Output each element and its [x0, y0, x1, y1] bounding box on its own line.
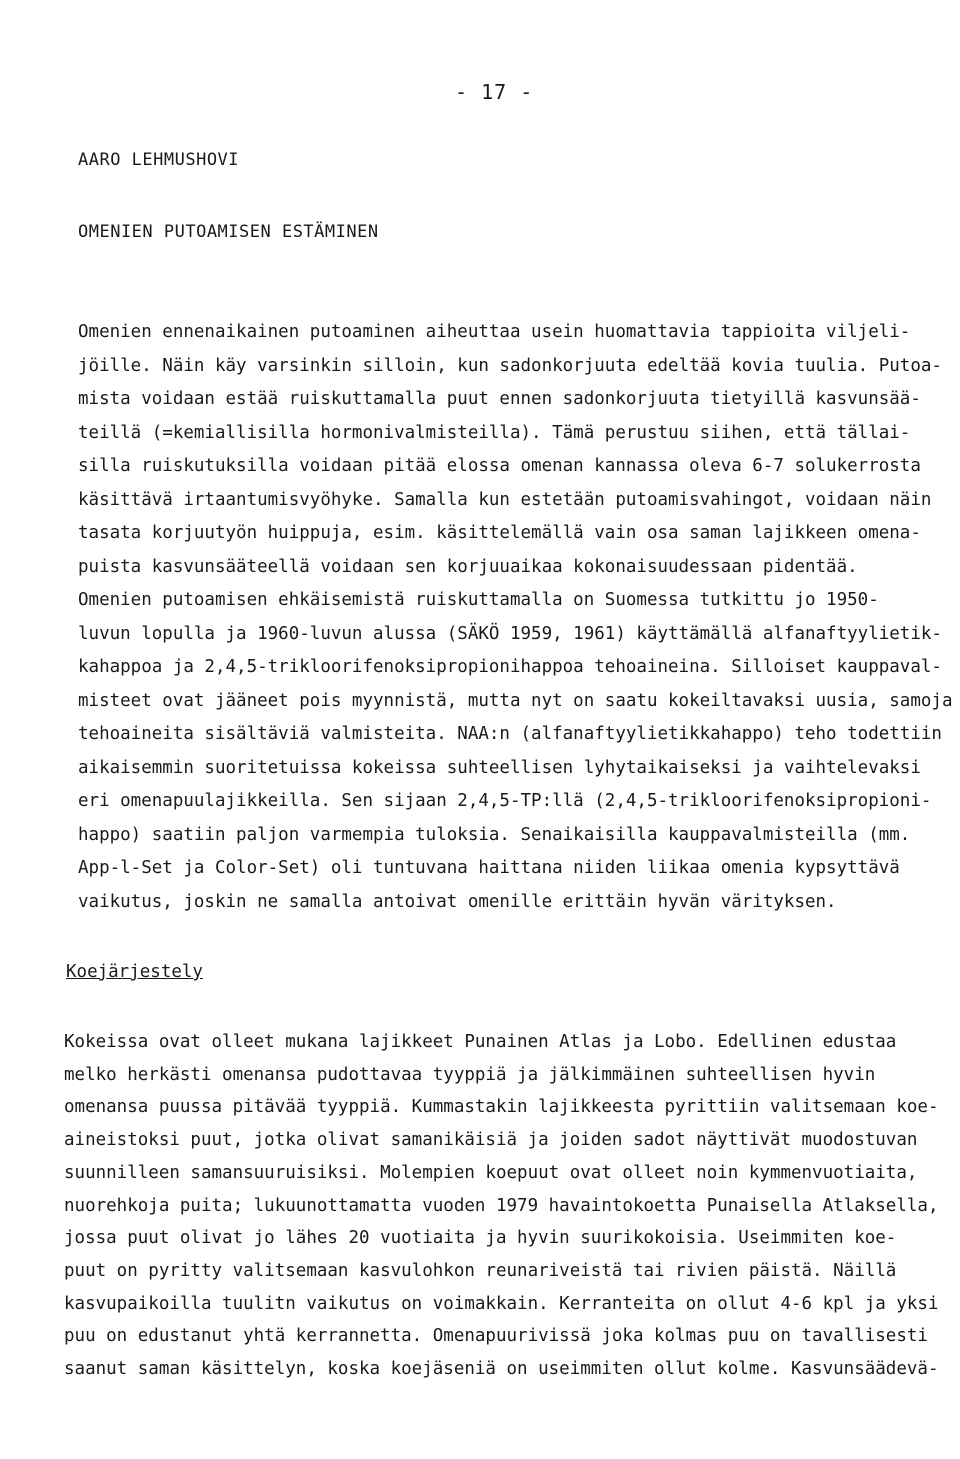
text-line: silla ruiskutuksilla voidaan pitää elossa omenan kannassa oleva 6-7 solukerrosta [78, 456, 921, 476]
section-paragraph [64, 1026, 939, 1386]
article-title: OMENIEN PUTOAMISEN ESTÄMINEN [78, 222, 379, 242]
text-line: misteet ovat jääneet pois myynnistä, mutta nyt on saatu kokeiltavaksi uusia, samoja [78, 690, 953, 711]
text-line: puu on edustanut yhtä kerrannetta. Omenapuurivissä joka kolmas puu on tavallisesti [64, 1326, 928, 1347]
text-line: teillä (=kemiallisilla hormonivalmisteilla). Tämä perustuu siihen, että tällai- [78, 422, 911, 443]
text-line: jossa puut olivat jo lähes 20 vuotiaita ja hyvin suurikokoisia. Useimmiten koe- [64, 1228, 897, 1249]
text-line: kasvupaikoilla tuulitn vaikutus on voimakkain. Kerranteita on ollut 4-6 kpl ja yksi [64, 1293, 939, 1314]
text-line: käsittävä irtaantumisvyöhyke. Samalla kun estetään putoamisvahingot, voidaan näin [78, 489, 932, 510]
text-line: nuorehkoja puita; lukuunottamatta vuoden 1979 havaintokoetta Punaisella Atlaksella, [64, 1195, 939, 1216]
text-line: suunnilleen samansuuruisiksi. Molempien koepuut ovat olleet noin kymmenvuotiaita, [64, 1162, 918, 1183]
text-line: tehoaineita sisältäviä valmisteita. NAA:n (alfanaftyylietikkahappo) teho todettiin [78, 724, 942, 744]
text-line: aineistoksi puut, jotka olivat samanikäisiä ja joiden sadot näyttivät muodostuvan [64, 1130, 918, 1151]
section-heading: Koejärjestely [66, 962, 203, 982]
text-line: tasata korjuutyön huippuja, esim. käsittelemällä vain osa saman lajikkeen omena- [78, 523, 921, 543]
text-line: happo) saatiin paljon varmempia tuloksia. Senaikaisilla kauppavalmisteilla (mm. [78, 824, 911, 845]
text-line: Omenien putoamisen ehkäisemistä ruiskuttamalla on Suomessa tutkittu jo 1950- [78, 590, 879, 610]
text-line: omenansa puussa pitävää tyyppiä. Kummastakin lajikkeesta pyrittiin valitsemaan koe- [64, 1097, 939, 1118]
text-line: kahappoa ja 2,4,5-trikloorifenoksipropionihappoa tehoaineina. Silloiset kauppaval- [78, 657, 942, 677]
text-line: saanut saman käsittelyn, koska koejäseniä on useimmiten ollut kolme. Kasvunsäädevä- [64, 1359, 939, 1380]
text-line: aikaisemmin suoritetuissa kokeissa suhteellisen lyhytaikaiseksi ja vaihtelevaksi [78, 757, 921, 778]
author-name: AARO LEHMUSHOVI [78, 150, 240, 170]
text-line: puut on pyritty valitsemaan kasvulohkon reunariveistä tai rivien päistä. Näillä [64, 1260, 897, 1281]
text-line: luvun lopulla ja 1960-luvun alussa (SÄKÖ 1959, 1961) käyttämällä alfanaftyylietik- [78, 623, 942, 644]
text-line: puista kasvunsääteellä voidaan sen korjuuaikaa kokonaisuudessaan pidentää. [78, 556, 858, 577]
text-line: eri omenapuulajikkeilla. Sen sijaan 2,4,5-TP:llä (2,4,5-trikloorifenoksipropioni- [78, 791, 932, 811]
text-line: App-l-Set ja Color-Set) oli tuntuvana haittana niiden liikaa omenia kypsyttävä [78, 858, 900, 878]
page-number: - 17 - [455, 80, 534, 104]
text-line: Kokeissa ovat olleet mukana lajikkeet Punainen Atlas ja Lobo. Edellinen edustaa [64, 1032, 897, 1052]
text-line: Omenien ennenaikainen putoaminen aiheuttaa usein huomattavia tappioita viljeli- [78, 322, 911, 342]
intro-paragraph [78, 316, 953, 919]
text-line: jöille. Näin käy varsinkin silloin, kun sadonkorjuuta edeltää kovia tuulia. Putoa- [78, 355, 942, 376]
text-line: melko herkästi omenansa pudottavaa tyyppiä ja jälkimmäinen suhteellisen hyvin [64, 1064, 876, 1085]
text-line: mista voidaan estää ruiskuttamalla puut ennen sadonkorjuuta tietyillä kasvunsää- [78, 389, 921, 409]
text-line: vaikutus, joskin ne samalla antoivat omenille erittäin hyvän värityksen. [78, 891, 837, 912]
